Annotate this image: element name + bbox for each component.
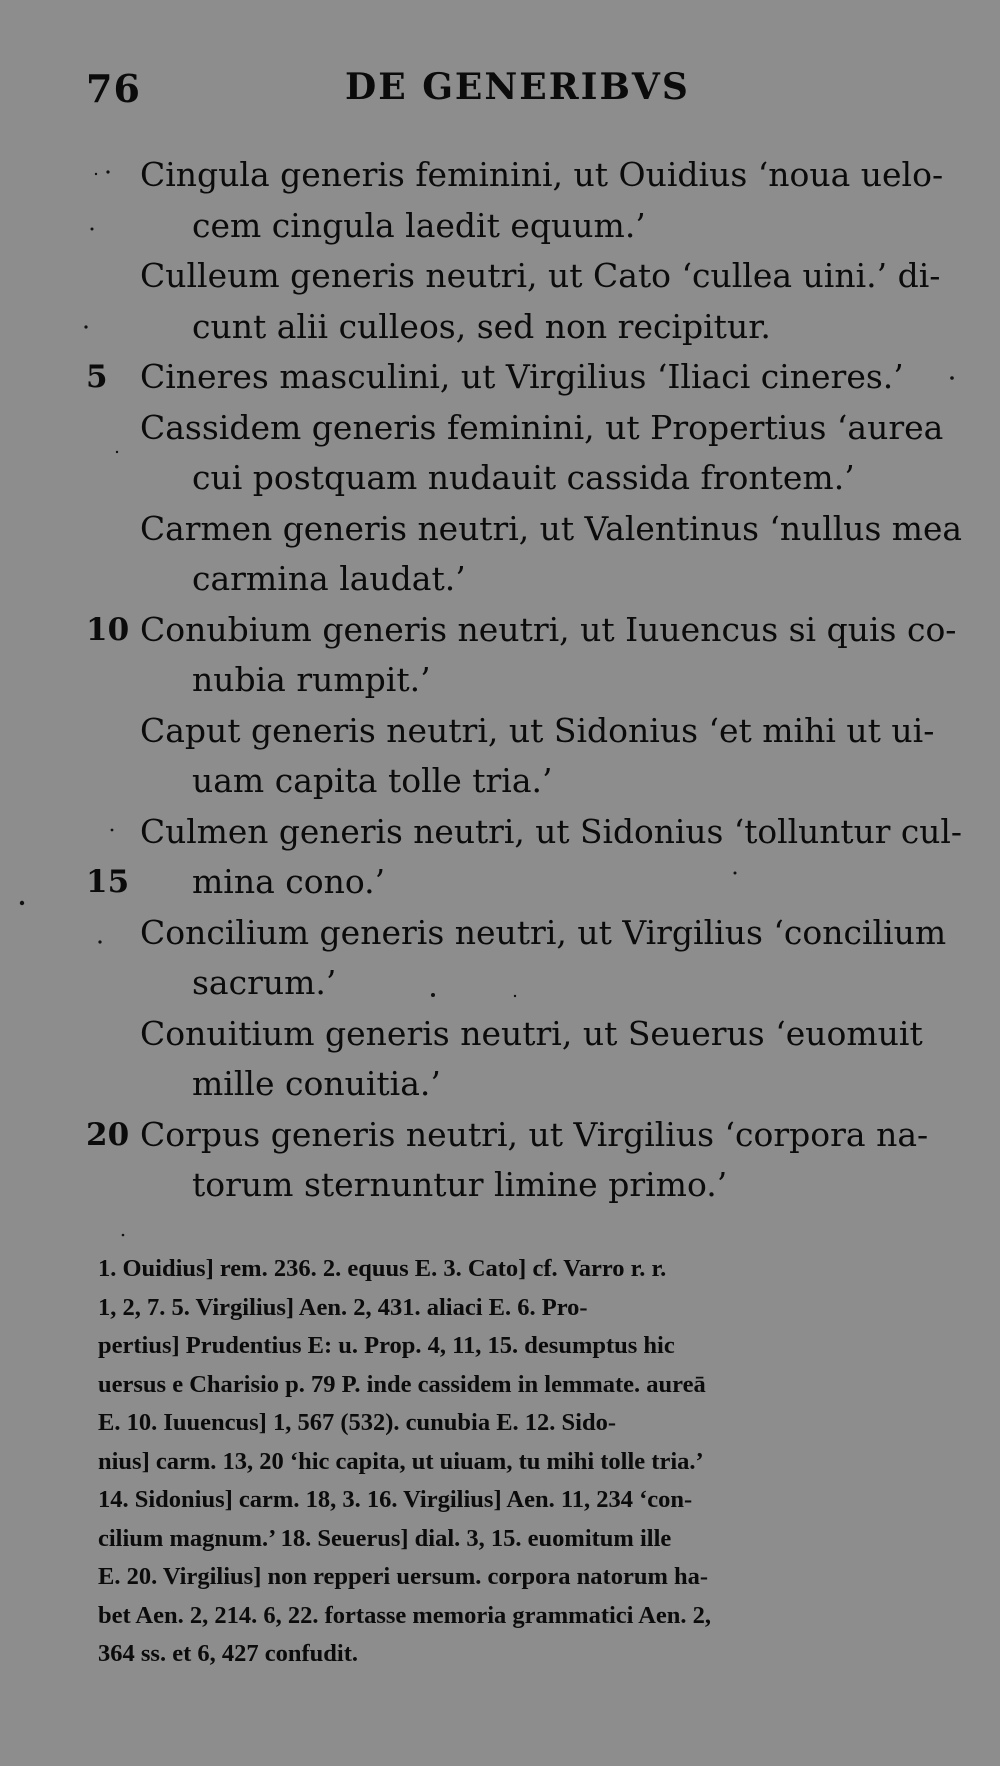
line-text: cui postquam nudauit cassida frontem.’ bbox=[192, 458, 855, 497]
line-text: Corpus generis neutri, ut Virgilius ‘corpora na- bbox=[140, 1114, 929, 1154]
line-text: carmina laudat.’ bbox=[192, 559, 466, 598]
footnote-text: E. 10. Iuuencus] 1, 567 (532). cunubia E. 12. Sido- bbox=[98, 1409, 617, 1436]
line-text: Carmen generis neutri, ut Valentinus ‘nullus mea bbox=[140, 508, 963, 548]
footnote-text: 364 ss. et 6, 427 confudit. bbox=[98, 1640, 358, 1667]
footnote-text: 1, 2, 7. 5. Virgilius] Aen. 2, 431. aliaci E. 6. Pro- bbox=[98, 1293, 588, 1321]
footnote-text: pertius] Prudentius E: u. Prop. 4, 11, 15. desumptus hic bbox=[98, 1332, 675, 1359]
line-text: Conuitium generis neutri, ut Seuerus ‘euomuit bbox=[140, 1013, 923, 1053]
line-text: mina cono.’ bbox=[192, 862, 386, 901]
line-number: 15 bbox=[86, 864, 130, 900]
footnote-text: cilium magnum.’ 18. Seuerus] dial. 3, 15. euomitum ille bbox=[98, 1524, 672, 1552]
line-text: nubia rumpit.’ bbox=[192, 660, 431, 699]
page-number: 76 bbox=[86, 66, 141, 111]
line-text: torum sternuntur limine primo.’ bbox=[192, 1165, 728, 1204]
footnote-text: 14. Sidonius] carm. 18, 3. 16. Virgilius] Aen. 11, 234 ‘con- bbox=[98, 1486, 693, 1513]
line-text: Concilium generis neutri, ut Virgilius ‘concilium bbox=[140, 912, 947, 952]
line-number: 10 bbox=[86, 611, 130, 648]
footnote-text: nius] carm. 13, 20 ‘hic capita, ut uiuam, tu mihi tolle tria.’ bbox=[98, 1447, 704, 1475]
line-text: Conubium generis neutri, ut Iuuencus si quis co- bbox=[140, 609, 957, 649]
line-text: uam capita tolle tria.’ bbox=[192, 761, 553, 800]
footnote-text: bet Aen. 2, 214. 6, 22. fortasse memoria grammatici Aen. 2, bbox=[98, 1601, 712, 1629]
line-text: Caput generis neutri, ut Sidonius ‘et mihi ut ui- bbox=[140, 710, 935, 750]
footnote-text: uersus e Charisio p. 79 P. inde cassidem in lemmate. aureā bbox=[98, 1370, 706, 1398]
line-text: cunt alii culleos, sed non recipitur. bbox=[192, 306, 771, 346]
line-text: sacrum.’ bbox=[192, 963, 337, 1002]
line-number: 20 bbox=[86, 1116, 130, 1153]
running-title: DE GENERIBVS bbox=[345, 66, 690, 108]
line-text: Culleum generis neutri, ut Cato ‘cullea uini.’ di- bbox=[140, 256, 941, 295]
footnote-text: 1. Ouidius] rem. 236. 2. equus E. 3. Cato] cf. Varro r. r. bbox=[98, 1255, 667, 1282]
line-number: 5 bbox=[86, 359, 108, 395]
line-text: cem cingula laedit equum.’ bbox=[192, 205, 646, 245]
line-text: Cineres masculini, ut Virgilius ‘Iliaci cineres.’ bbox=[140, 357, 904, 396]
footnote-text: E. 20. Virgilius] non repperi uersum. corpora natorum ha- bbox=[98, 1563, 709, 1590]
line-text: mille conuitia.’ bbox=[192, 1064, 441, 1103]
line-text: Culmen generis neutri, ut Sidonius ‘tolluntur cul- bbox=[140, 811, 962, 851]
line-text: Cingula generis feminini, ut Ouidius ‘noua uelo- bbox=[140, 155, 944, 194]
line-text: Cassidem generis feminini, ut Propertius ‘aurea bbox=[140, 407, 944, 447]
